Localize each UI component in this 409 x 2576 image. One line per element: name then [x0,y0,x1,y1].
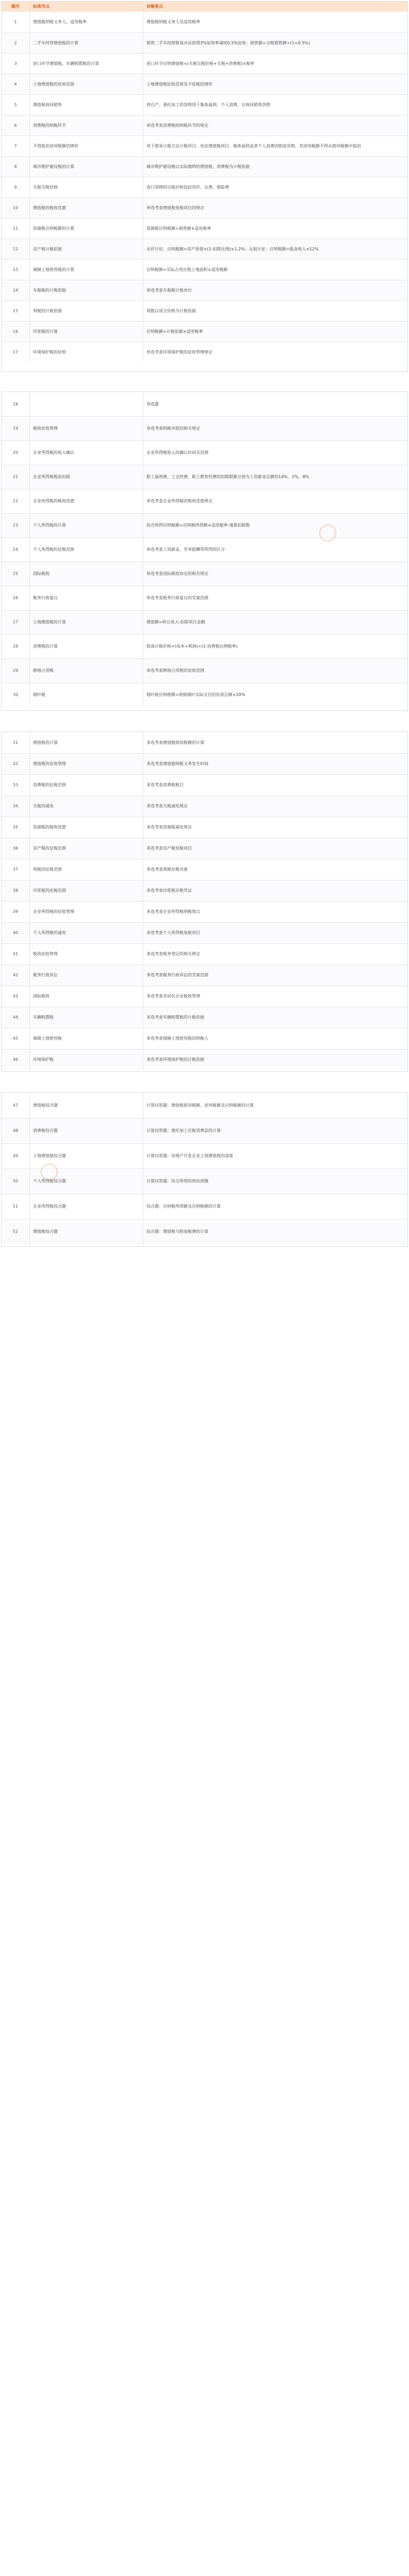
table-row [2,1219,407,1244]
row-number: 20 [12,450,19,455]
row-note: 多选考查印花税应税凭证 [143,880,407,901]
row-number: 10 [12,205,19,210]
row-note: 多选考查增值税销项税额的计算 [143,732,407,753]
row-note: 多选考查关税减免规定 [143,796,407,817]
row-number: 47 [12,1103,19,1108]
row-note: 单选考查纳税申报的相关规定 [143,417,407,440]
table-row [2,135,407,156]
row-title: 企业所得税的征收管理 [29,902,143,922]
row-title: 个人所得税的征税范围 [29,538,143,562]
row-note: 单选考查国际税收协定的相关规定 [143,562,407,586]
row-number: 33 [12,783,19,788]
row-number: 36 [12,846,19,851]
row-title: 个人所得税综合题 [29,1169,143,1194]
row-title: 土地增值税综合题 [29,1144,143,1168]
table-row [2,12,407,32]
table-row [2,610,407,634]
row-title: 消费税的征税范围 [29,775,143,795]
row-number: 16 [12,329,19,334]
row-title: 消费税综合题 [29,1118,143,1143]
row-note: 多选考查资源税减免规定 [143,817,407,838]
row-title: 城市维护建设税的计算 [29,157,143,177]
table-row [2,1118,407,1143]
table-row [2,1168,407,1194]
row-number: 34 [12,804,19,809]
row-number: 7 [14,143,17,148]
row-number: 9 [14,184,17,190]
table-row [2,1093,407,1118]
row-title: 个人所得税的计算 [29,514,143,537]
table-header [2,2,407,12]
table-row [2,795,407,817]
row-number: 23 [12,523,19,528]
row-note: 进口货物的完税价格包括货价、运费、保险费 [143,177,407,197]
row-number: 42 [12,973,19,978]
row-note: 单选考查车船税计税单位 [143,280,407,300]
row-number: 8 [14,164,17,169]
row-number: 45 [12,1036,19,1041]
row-number: 13 [12,267,19,272]
header-note: 讲解要点 [143,2,407,12]
row-number: 17 [12,349,19,354]
row-note: 综合题：增值税与附加税费的计算 [143,1219,407,1244]
row-number: 49 [12,1154,19,1159]
table-row [2,986,407,1007]
row-title: 增值税纳税义务人、适用税率 [29,12,143,32]
row-note: 多选考查房产税免税项目 [143,838,407,859]
row-title: 税务行政诉讼 [29,965,143,986]
row-title: 进口环节增值税、车辆购置税的计算 [29,54,143,74]
row-title [29,392,143,416]
row-number: 40 [12,930,19,936]
row-number: 27 [12,620,19,625]
table-row [2,300,407,321]
table-row [2,753,407,774]
row-note: 城市维护建设税以实际缴纳的增值税、消费税为计税依据 [143,157,407,177]
row-title: 增值税综合题 [29,1093,143,1118]
table-row [2,658,407,683]
row-note: 多选考查车辆购置税的计税依据 [143,1007,407,1028]
table-row [2,683,407,707]
row-number: 28 [12,644,19,649]
row-note: 多选考查城镇土地使用税的纳税人 [143,1028,407,1049]
table-row [2,416,407,440]
row-number: 12 [12,246,19,251]
row-title: 房产税的征税范围 [29,838,143,859]
row-number: 21 [12,474,19,480]
row-note: 土地增值税征收范围及不征税的情形 [143,74,407,94]
row-note: 单选考查工资薪金、劳务报酬等所得的区分 [143,538,407,562]
row-title: 车辆购置税 [29,1007,143,1028]
row-number: 51 [12,1204,19,1209]
row-title: 城镇土地使用税 [29,1028,143,1049]
row-note: 契税以成交价格为计税依据 [143,301,407,321]
row-note: 单选考查企业所得税的税收优惠规定 [143,489,407,513]
row-title: 消费税的纳税环节 [29,115,143,135]
row-title: 资源税的税收优惠 [29,817,143,838]
row-note: 单选考查耕地占用税的征收范围 [143,659,407,683]
row-number: 15 [12,308,19,313]
row-number: 19 [12,426,19,431]
row-number: 48 [12,1128,19,1133]
table-row [2,156,407,177]
row-note: 多选考查企业所得税纳税地点 [143,902,407,922]
row-note: 多选考查非居民企业税收管理 [143,986,407,1007]
row-number: 50 [12,1179,19,1184]
row-title: 增值税综合题 [29,1219,143,1244]
row-note: 增值额=转让收入-扣除项目金额 [143,611,407,634]
table-block [1,1,408,372]
table-row [2,392,407,416]
row-title: 消费税的计算 [29,635,143,658]
row-number: 3 [14,61,17,66]
row-number: 35 [12,825,19,830]
row-title: 国际税收 [29,562,143,586]
row-title: 耕地占用税 [29,659,143,683]
row-title: 企业所得税的税收优惠 [29,489,143,513]
row-title: 税务行政复议 [29,586,143,610]
row-note: 多选考查消费税税目 [143,775,407,795]
row-number: 29 [12,668,19,673]
row-number: 14 [12,287,19,293]
row-note: 单选题 [143,392,407,416]
row-title: 企业所得税综合题 [29,1194,143,1219]
table-row [2,774,407,795]
row-title: 土地增值税的计算 [29,611,143,634]
table-row [2,94,407,115]
row-note: 单选考查环境保护税的征收管理规定 [143,342,407,362]
table-row [2,1143,407,1168]
row-title: 增值税的计算 [29,732,143,753]
row-note: 资源税应纳税额=销售额×适用税率 [143,218,407,239]
row-number: 41 [12,952,19,957]
table-row [2,922,407,943]
row-note: 单选考查税务行政复议的受案范围 [143,586,407,610]
table-row [2,1049,407,1070]
table-block [1,392,408,711]
row-number: 26 [12,596,19,601]
row-note: 用于简易计税方法计税项目、免征增值税项目、集体福利或者个人消费的购进货物，其进项税额不得从销项税额中抵扣 [143,136,407,156]
row-title: 二手车经营增值税的计算 [29,33,143,53]
row-title: 资源税应纳税额的计算 [29,218,143,239]
row-number: 5 [14,102,17,107]
row-title: 烟叶税 [29,683,143,707]
row-note: 计算问答题：增值税销项税额、进项税额及应纳税额的计算 [143,1093,407,1118]
row-title: 房产税计税依据 [29,239,143,259]
table-row [2,1028,407,1049]
table-row [2,964,407,986]
row-note: 多选考查个人所得税免税项目 [143,923,407,943]
row-note: 多选考查契税征税对象 [143,859,407,880]
row-note: 职工福利费、工会经费、职工教育经费的扣除限额分别为工资薪金总额的14%、2%、8% [143,465,407,489]
row-title: 车船税的计税依据 [29,280,143,300]
row-note: 从价计征：应纳税额=房产原值×(1-扣除比例)×1.2%；从租计征：应纳税额=租金收入×12% [143,239,407,259]
row-number: 2 [14,40,17,45]
table-block [1,1092,408,1247]
table-row [2,562,407,586]
row-note: 将自产、委托加工的货物用于集体福利、个人消费，应视同销售货物 [143,95,407,115]
row-title: 城镇土地使用税的计算 [29,260,143,280]
row-title: 环境保护税的征收 [29,342,143,362]
table-row [2,115,407,135]
table-row [2,817,407,838]
table-row [2,634,407,658]
row-note: 计算问答题：委托加工应税消费品的计算 [143,1118,407,1143]
table-row [2,586,407,610]
row-note: 多选考查税务登记的相关规定 [143,944,407,964]
row-note: 销售二手车按照简易办法依照3%征收率减按0.5%征收：销售额=含税销售额÷(1+0.5%) [143,33,407,53]
row-title: 关税的减免 [29,796,143,817]
row-note: 进口环节应纳增值税=(关税完税价格+关税+消费税)×税率 [143,54,407,74]
table-row [2,513,407,537]
row-note: 计算问答题：综合所得的预扣预缴 [143,1169,407,1194]
table-row [2,465,407,489]
row-title: 环境保护税 [29,1049,143,1070]
row-note: 单选考查消费税的纳税环节的规定 [143,115,407,135]
table-row [2,321,407,342]
table-row [2,901,407,922]
row-title: 税收征收管理 [29,417,143,440]
row-note: 综合题：应纳税所得额及应纳税额的计算 [143,1194,407,1219]
row-number: 32 [12,761,19,767]
table-row [2,440,407,465]
row-title: 增值税的征收管理 [29,754,143,774]
table-row [2,197,407,218]
table-row [2,537,407,562]
row-title: 税收征收管理 [29,944,143,964]
row-note: 多选考查税务行政诉讼的受案范围 [143,965,407,986]
row-title: 契税的征税范围 [29,859,143,880]
row-title: 契税的计税依据 [29,301,143,321]
row-note: 计算问答题：房地产开发企业土地增值税的清算 [143,1144,407,1168]
row-title: 企业所得税的收入确认 [29,441,143,465]
row-number: 44 [12,1015,19,1020]
row-note: 组成计税价格=(成本+利润)÷(1-消费税比例税率) [143,635,407,658]
row-number: 39 [12,909,19,914]
row-number: 4 [14,81,17,87]
row-title: 土地增值税的征收范围 [29,74,143,94]
row-number: 37 [12,867,19,872]
table-row [2,489,407,513]
row-number: 46 [12,1057,19,1062]
row-number: 38 [12,888,19,893]
row-note: 综合所得应纳税额=应纳税所得额×适用税率-速算扣除数 [143,514,407,537]
table-row [2,732,407,753]
table-row [2,1194,407,1219]
table-row [2,177,407,197]
row-title: 增值税视同销售 [29,95,143,115]
row-note: 应纳税额=实际占用应税土地面积×适用税额 [143,260,407,280]
row-title: 印花税的计算 [29,321,143,342]
row-note: 单选考查增值税免税项目的规定 [143,198,407,218]
table-row [2,239,407,259]
row-number: 6 [14,123,17,128]
row-note: 烟叶税应纳税额=收购烟叶实际支付的价款总额×20% [143,683,407,707]
table-row [2,880,407,901]
table-row [2,943,407,964]
row-number: 30 [12,692,19,698]
table-row [2,838,407,859]
row-note: 增值税纳税义务人及适用税率 [143,12,407,32]
row-number: 22 [12,499,19,504]
row-title: 增值税的税收优惠 [29,198,143,218]
row-title: 不得抵扣进项税额的情形 [29,136,143,156]
table-row [2,342,407,362]
row-note: 应纳税额=计税依据×适用税率 [143,321,407,342]
row-note: 多选考查环境保护税的计税依据 [143,1049,407,1070]
row-number: 24 [12,547,19,552]
table-row [2,259,407,280]
row-number: 25 [12,571,19,577]
table-row [2,53,407,74]
row-number: 1 [14,20,17,25]
row-title: 印花税的征税范围 [29,880,143,901]
row-number: 52 [12,1229,19,1234]
table-block [1,732,408,1072]
row-title: 关税完税价格 [29,177,143,197]
table-row [2,32,407,53]
table-row [2,218,407,239]
row-title: 企业所得税税前扣除 [29,465,143,489]
row-number: 18 [12,401,19,406]
header-no: 题号 [11,4,20,9]
row-number: 31 [12,740,19,745]
table-row [2,1007,407,1028]
row-title: 国际税收 [29,986,143,1007]
row-number: 11 [12,226,19,231]
table-row [2,859,407,880]
table-row [2,74,407,94]
row-note: 多选考查增值税纳税义务发生时间 [143,754,407,774]
table-row [2,280,407,300]
row-number: 43 [12,994,19,999]
header-title: 标准考点 [29,2,143,12]
row-title: 个人所得税的减免 [29,923,143,943]
row-note: 企业所得税收入的确认时间及范围 [143,441,407,465]
